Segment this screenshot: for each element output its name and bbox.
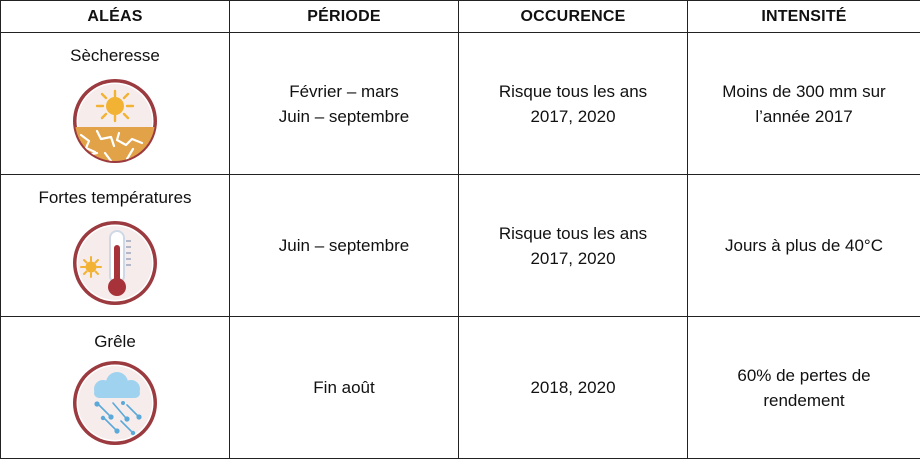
occurence-cell <box>459 33 688 175</box>
occurence-line: 2017, 2020 <box>459 104 687 129</box>
occurence-line: 2017, 2020 <box>459 246 687 271</box>
header-intensite: INTENSITÉ <box>688 1 920 33</box>
alea-cell <box>1 175 230 317</box>
intensite-line: Moins de 300 mm sur <box>688 79 920 104</box>
drought-sun-cracked-earth-icon <box>67 73 163 169</box>
occurence-cell <box>459 317 688 459</box>
periode-cell <box>230 175 459 317</box>
alea-name: Grêle <box>1 331 229 353</box>
periode-cell <box>230 33 459 175</box>
intensite-line: rendement <box>688 388 920 413</box>
table-row <box>1 175 920 317</box>
intensite-line: 60% de pertes de <box>688 363 920 388</box>
periode-line: Juin – septembre <box>230 104 458 129</box>
alea-name: Sècheresse <box>1 45 229 67</box>
intensite-cell <box>688 33 920 175</box>
occurence-cell <box>459 175 688 317</box>
header-periode: PÉRIODE <box>230 1 459 33</box>
periode-line: Fin août <box>230 375 458 400</box>
header-occurence: OCCURENCE <box>459 1 688 33</box>
alea-name: Fortes températures <box>1 187 229 209</box>
table-row <box>1 33 920 175</box>
periode-cell <box>230 317 459 459</box>
header-row <box>1 1 920 33</box>
occurence-line: 2018, 2020 <box>459 375 687 400</box>
hail-cloud-icon <box>67 355 163 451</box>
alea-cell <box>1 317 230 459</box>
occurence-line: Risque tous les ans <box>459 79 687 104</box>
intensite-cell <box>688 317 920 459</box>
intensite-line: l’année 2017 <box>688 104 920 129</box>
thermometer-sun-icon <box>67 215 163 311</box>
alea-cell <box>1 33 230 175</box>
intensite-cell <box>688 175 920 317</box>
table-row <box>1 317 920 459</box>
header-aleas: ALÉAS <box>1 1 230 33</box>
periode-line: Juin – septembre <box>230 233 458 258</box>
intensite-line: Jours à plus de 40°C <box>688 233 920 258</box>
periode-line: Février – mars <box>230 79 458 104</box>
occurence-line: Risque tous les ans <box>459 221 687 246</box>
